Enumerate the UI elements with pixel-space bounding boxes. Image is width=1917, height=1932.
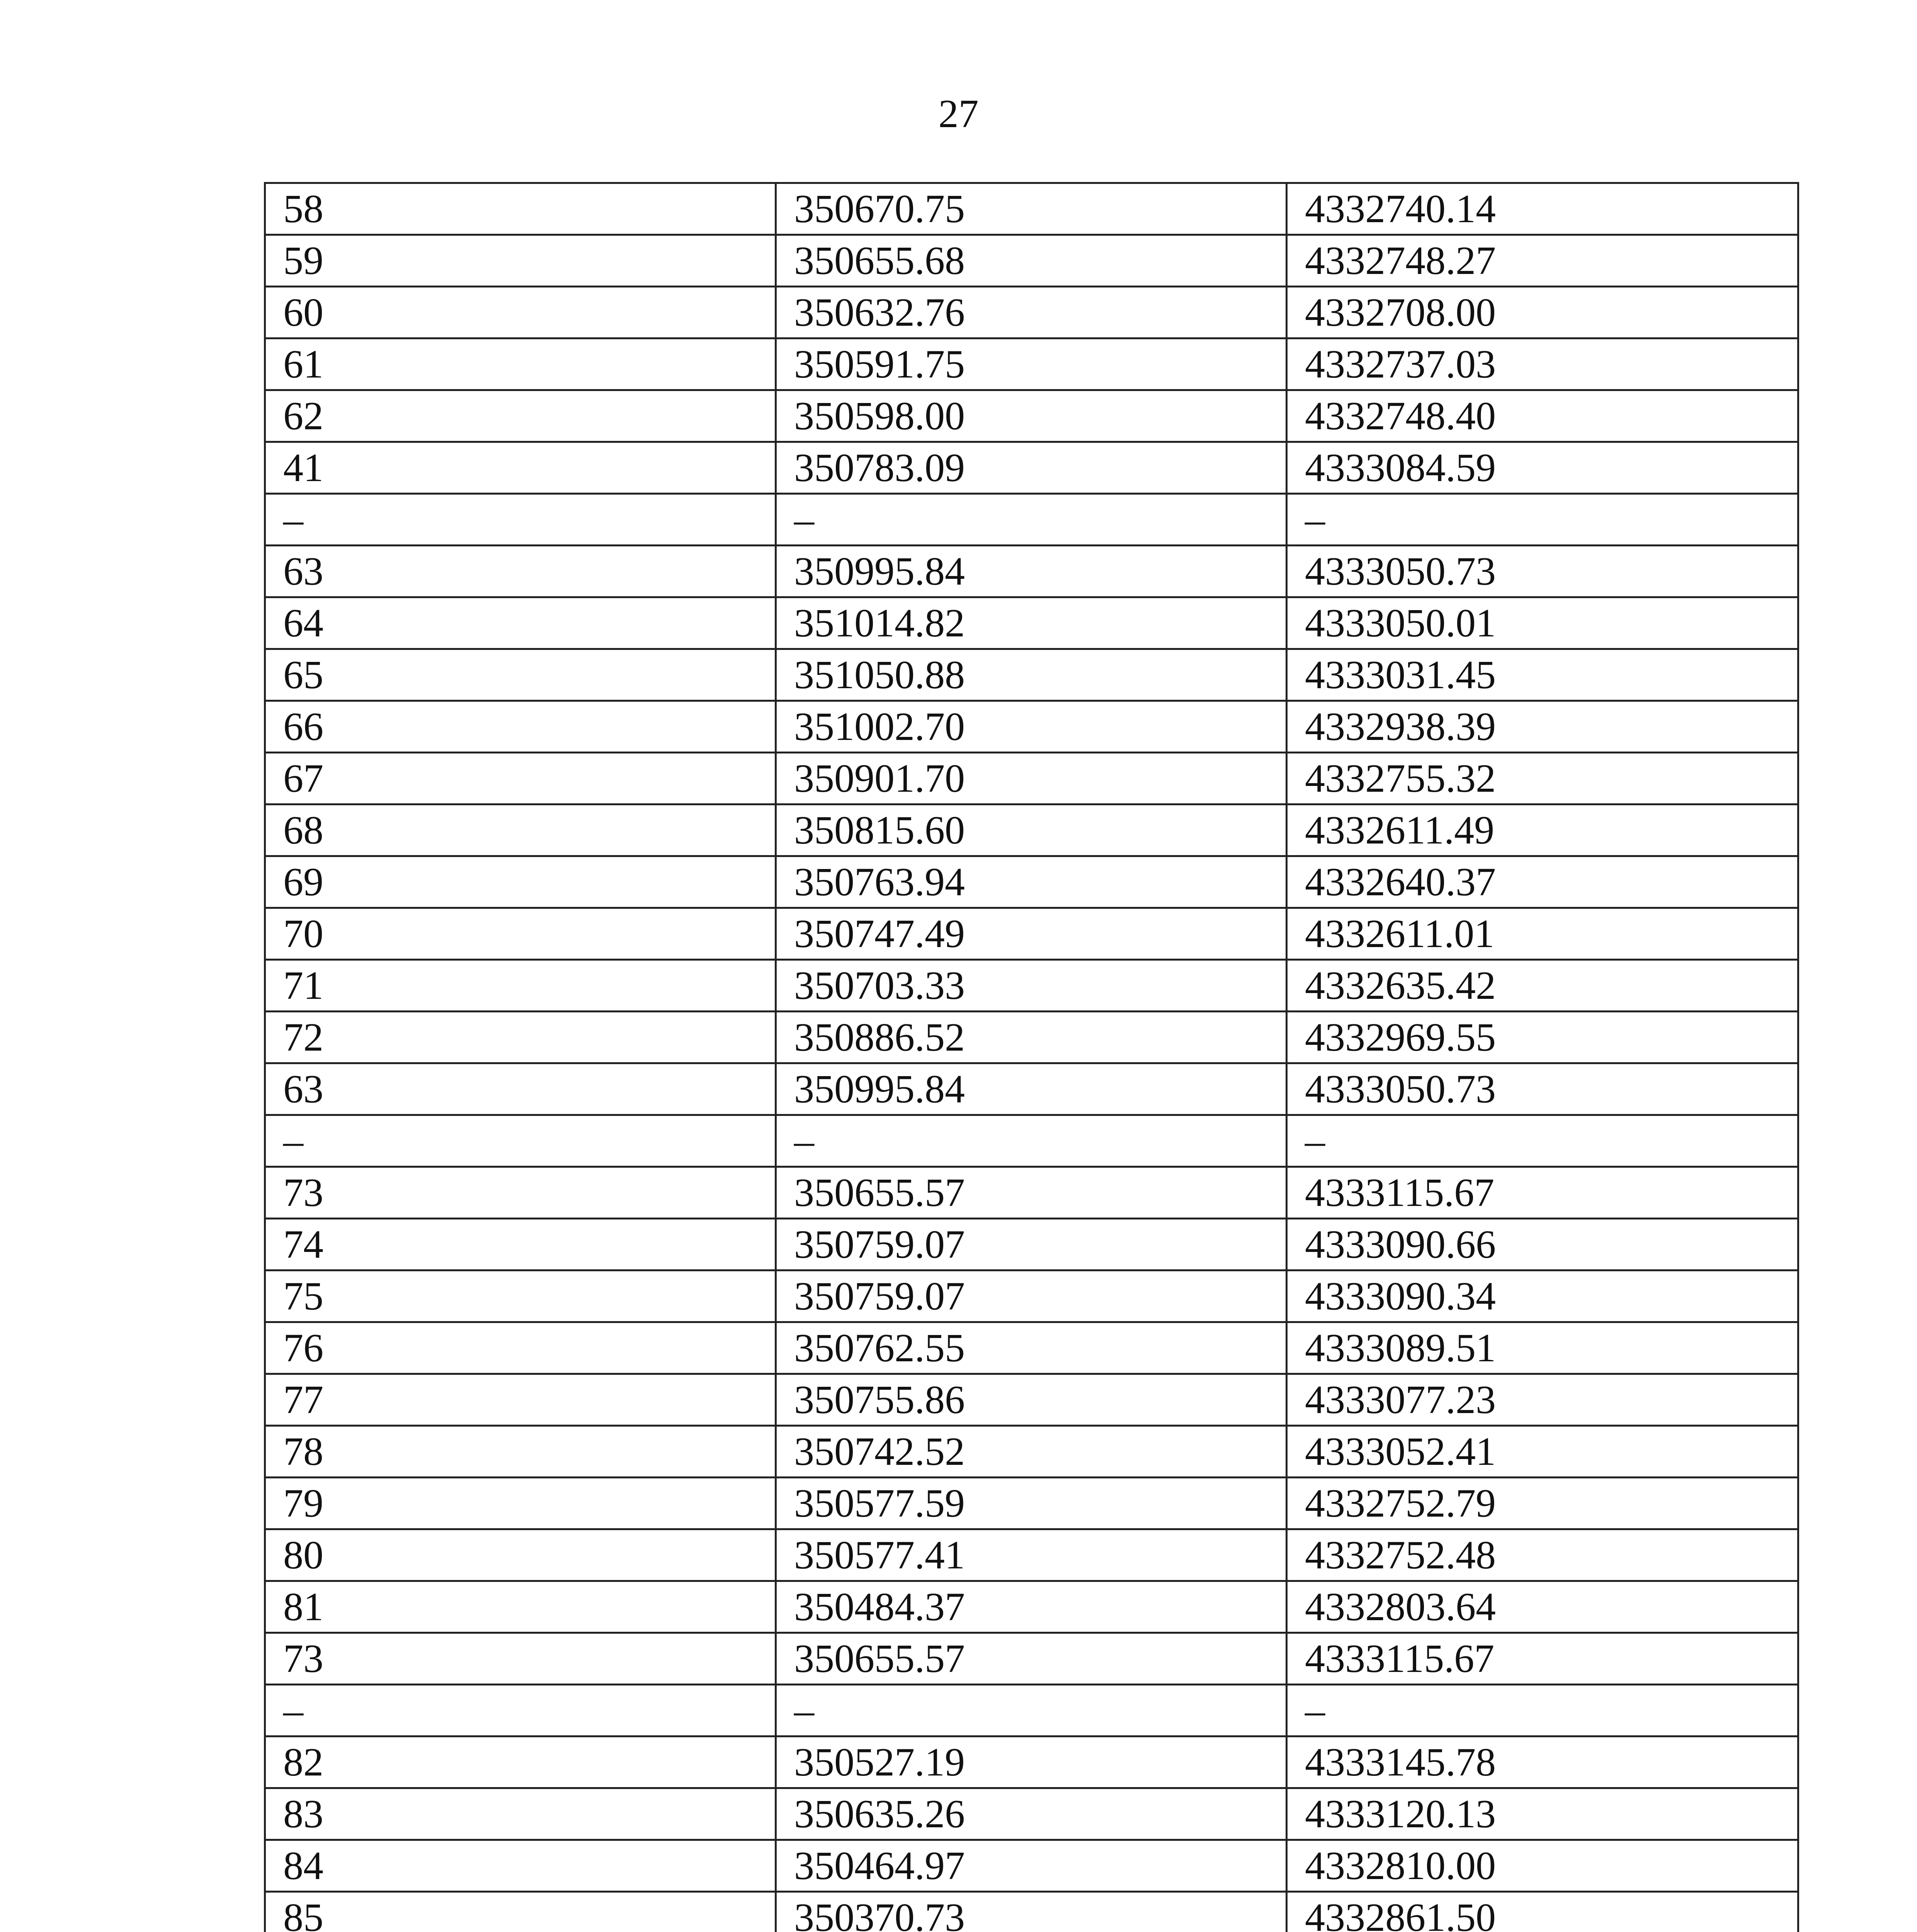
table-row bbox=[265, 1840, 1798, 1892]
table-row bbox=[265, 856, 1798, 908]
x-coordinate-cell: 350886.52 bbox=[776, 1012, 1287, 1063]
y-coordinate-cell: 4332737.03 bbox=[1287, 338, 1798, 390]
point-number-cell: 73 bbox=[265, 1633, 776, 1685]
table-row bbox=[265, 287, 1798, 338]
x-coordinate-cell: 350484.37 bbox=[776, 1581, 1287, 1633]
point-number-cell: 72 bbox=[265, 1012, 776, 1063]
point-number-cell: 61 bbox=[265, 338, 776, 390]
x-coordinate-cell: 350577.41 bbox=[776, 1529, 1287, 1581]
y-coordinate-cell: 4332861.50 bbox=[1287, 1892, 1798, 1932]
point-number-cell: 62 bbox=[265, 390, 776, 442]
table-row bbox=[265, 1012, 1798, 1063]
page-number: 27 bbox=[938, 92, 979, 136]
point-number-cell: – bbox=[265, 494, 776, 546]
y-coordinate-cell: 4333145.78 bbox=[1287, 1736, 1798, 1788]
table-row bbox=[265, 1892, 1798, 1932]
table-row bbox=[265, 390, 1798, 442]
x-coordinate-cell: 351002.70 bbox=[776, 701, 1287, 753]
table-row bbox=[265, 1219, 1798, 1270]
x-coordinate-cell: 350632.76 bbox=[776, 287, 1287, 338]
y-coordinate-cell: 4333115.67 bbox=[1287, 1167, 1798, 1219]
point-number-cell: – bbox=[265, 1685, 776, 1736]
table-row bbox=[265, 494, 1798, 546]
x-coordinate-cell: 350759.07 bbox=[776, 1270, 1287, 1322]
x-coordinate-cell: – bbox=[776, 1115, 1287, 1167]
point-number-cell: 70 bbox=[265, 908, 776, 960]
x-coordinate-cell: 350703.33 bbox=[776, 960, 1287, 1012]
point-number-cell: 77 bbox=[265, 1374, 776, 1426]
table-row bbox=[265, 1167, 1798, 1219]
y-coordinate-cell: 4333050.01 bbox=[1287, 597, 1798, 649]
point-number-cell: 80 bbox=[265, 1529, 776, 1581]
y-coordinate-cell: 4333050.73 bbox=[1287, 1063, 1798, 1115]
y-coordinate-cell: 4332938.39 bbox=[1287, 701, 1798, 753]
table-row bbox=[265, 649, 1798, 701]
y-coordinate-cell: 4332611.49 bbox=[1287, 804, 1798, 856]
y-coordinate-cell: 4332752.79 bbox=[1287, 1478, 1798, 1529]
y-coordinate-cell: 4333120.13 bbox=[1287, 1788, 1798, 1840]
y-coordinate-cell: 4332748.27 bbox=[1287, 235, 1798, 287]
point-number-cell: 41 bbox=[265, 442, 776, 494]
y-coordinate-cell: 4332748.40 bbox=[1287, 390, 1798, 442]
table-row bbox=[265, 1736, 1798, 1788]
table-row bbox=[265, 1270, 1798, 1322]
x-coordinate-cell: – bbox=[776, 494, 1287, 546]
x-coordinate-cell: – bbox=[776, 1685, 1287, 1736]
table-row bbox=[265, 1581, 1798, 1633]
point-number-cell: 76 bbox=[265, 1322, 776, 1374]
table-row bbox=[265, 1063, 1798, 1115]
y-coordinate-cell: 4332740.14 bbox=[1287, 183, 1798, 235]
point-number-cell: 69 bbox=[265, 856, 776, 908]
y-coordinate-cell: 4333090.66 bbox=[1287, 1219, 1798, 1270]
table-row bbox=[265, 338, 1798, 390]
y-coordinate-cell: 4333090.34 bbox=[1287, 1270, 1798, 1322]
point-number-cell: 79 bbox=[265, 1478, 776, 1529]
x-coordinate-cell: 350742.52 bbox=[776, 1426, 1287, 1478]
x-coordinate-cell: 350763.94 bbox=[776, 856, 1287, 908]
x-coordinate-cell: 350759.07 bbox=[776, 1219, 1287, 1270]
point-number-cell: 78 bbox=[265, 1426, 776, 1478]
table-row bbox=[265, 1426, 1798, 1478]
point-number-cell: 64 bbox=[265, 597, 776, 649]
y-coordinate-cell: 4332810.00 bbox=[1287, 1840, 1798, 1892]
y-coordinate-cell: – bbox=[1287, 1685, 1798, 1736]
point-number-cell: 58 bbox=[265, 183, 776, 235]
y-coordinate-cell: 4332969.55 bbox=[1287, 1012, 1798, 1063]
x-coordinate-cell: 350755.86 bbox=[776, 1374, 1287, 1426]
table-row bbox=[265, 701, 1798, 753]
x-coordinate-cell: 350783.09 bbox=[776, 442, 1287, 494]
point-number-cell: 82 bbox=[265, 1736, 776, 1788]
point-number-cell: 65 bbox=[265, 649, 776, 701]
y-coordinate-cell: 4333115.67 bbox=[1287, 1633, 1798, 1685]
x-coordinate-cell: 351014.82 bbox=[776, 597, 1287, 649]
table-row bbox=[265, 597, 1798, 649]
table-row bbox=[265, 1529, 1798, 1581]
table-row bbox=[265, 546, 1798, 597]
x-coordinate-cell: 350995.84 bbox=[776, 1063, 1287, 1115]
table-row bbox=[265, 1478, 1798, 1529]
coordinates-table-body bbox=[265, 183, 1798, 1932]
y-coordinate-cell: 4332752.48 bbox=[1287, 1529, 1798, 1581]
x-coordinate-cell: 350598.00 bbox=[776, 390, 1287, 442]
point-number-cell: 63 bbox=[265, 546, 776, 597]
x-coordinate-cell: 350527.19 bbox=[776, 1736, 1287, 1788]
table-row bbox=[265, 235, 1798, 287]
table-row bbox=[265, 804, 1798, 856]
point-number-cell: 63 bbox=[265, 1063, 776, 1115]
y-coordinate-cell: – bbox=[1287, 1115, 1798, 1167]
y-coordinate-cell: 4333050.73 bbox=[1287, 546, 1798, 597]
table-row bbox=[265, 960, 1798, 1012]
y-coordinate-cell: 4332611.01 bbox=[1287, 908, 1798, 960]
x-coordinate-cell: 350815.60 bbox=[776, 804, 1287, 856]
x-coordinate-cell: 351050.88 bbox=[776, 649, 1287, 701]
point-number-cell: 84 bbox=[265, 1840, 776, 1892]
x-coordinate-cell: 350655.68 bbox=[776, 235, 1287, 287]
y-coordinate-cell: 4332640.37 bbox=[1287, 856, 1798, 908]
x-coordinate-cell: 350635.26 bbox=[776, 1788, 1287, 1840]
x-coordinate-cell: 350747.49 bbox=[776, 908, 1287, 960]
x-coordinate-cell: 350655.57 bbox=[776, 1167, 1287, 1219]
x-coordinate-cell: 350762.55 bbox=[776, 1322, 1287, 1374]
x-coordinate-cell: 350464.97 bbox=[776, 1840, 1287, 1892]
x-coordinate-cell: 350577.59 bbox=[776, 1478, 1287, 1529]
table-row bbox=[265, 1115, 1798, 1167]
x-coordinate-cell: 350591.75 bbox=[776, 338, 1287, 390]
coordinates-table bbox=[264, 182, 1799, 1932]
y-coordinate-cell: 4332803.64 bbox=[1287, 1581, 1798, 1633]
x-coordinate-cell: 350901.70 bbox=[776, 753, 1287, 804]
point-number-cell: 71 bbox=[265, 960, 776, 1012]
y-coordinate-cell: 4333077.23 bbox=[1287, 1374, 1798, 1426]
point-number-cell: 59 bbox=[265, 235, 776, 287]
table-row bbox=[265, 1685, 1798, 1736]
point-number-cell: 68 bbox=[265, 804, 776, 856]
y-coordinate-cell: 4333089.51 bbox=[1287, 1322, 1798, 1374]
y-coordinate-cell: 4333031.45 bbox=[1287, 649, 1798, 701]
table-row bbox=[265, 908, 1798, 960]
point-number-cell: – bbox=[265, 1115, 776, 1167]
y-coordinate-cell: 4333052.41 bbox=[1287, 1426, 1798, 1478]
point-number-cell: 74 bbox=[265, 1219, 776, 1270]
x-coordinate-cell: 350370.73 bbox=[776, 1892, 1287, 1932]
table-row bbox=[265, 1322, 1798, 1374]
table-row bbox=[265, 442, 1798, 494]
y-coordinate-cell: – bbox=[1287, 494, 1798, 546]
point-number-cell: 73 bbox=[265, 1167, 776, 1219]
table-row bbox=[265, 1633, 1798, 1685]
table-row bbox=[265, 1788, 1798, 1840]
x-coordinate-cell: 350995.84 bbox=[776, 546, 1287, 597]
y-coordinate-cell: 4332635.42 bbox=[1287, 960, 1798, 1012]
point-number-cell: 83 bbox=[265, 1788, 776, 1840]
table-row bbox=[265, 1374, 1798, 1426]
table-row bbox=[265, 753, 1798, 804]
table-row bbox=[265, 183, 1798, 235]
point-number-cell: 66 bbox=[265, 701, 776, 753]
y-coordinate-cell: 4333084.59 bbox=[1287, 442, 1798, 494]
x-coordinate-cell: 350655.57 bbox=[776, 1633, 1287, 1685]
point-number-cell: 67 bbox=[265, 753, 776, 804]
y-coordinate-cell: 4332755.32 bbox=[1287, 753, 1798, 804]
x-coordinate-cell: 350670.75 bbox=[776, 183, 1287, 235]
point-number-cell: 75 bbox=[265, 1270, 776, 1322]
y-coordinate-cell: 4332708.00 bbox=[1287, 287, 1798, 338]
point-number-cell: 85 bbox=[265, 1892, 776, 1932]
point-number-cell: 81 bbox=[265, 1581, 776, 1633]
point-number-cell: 60 bbox=[265, 287, 776, 338]
